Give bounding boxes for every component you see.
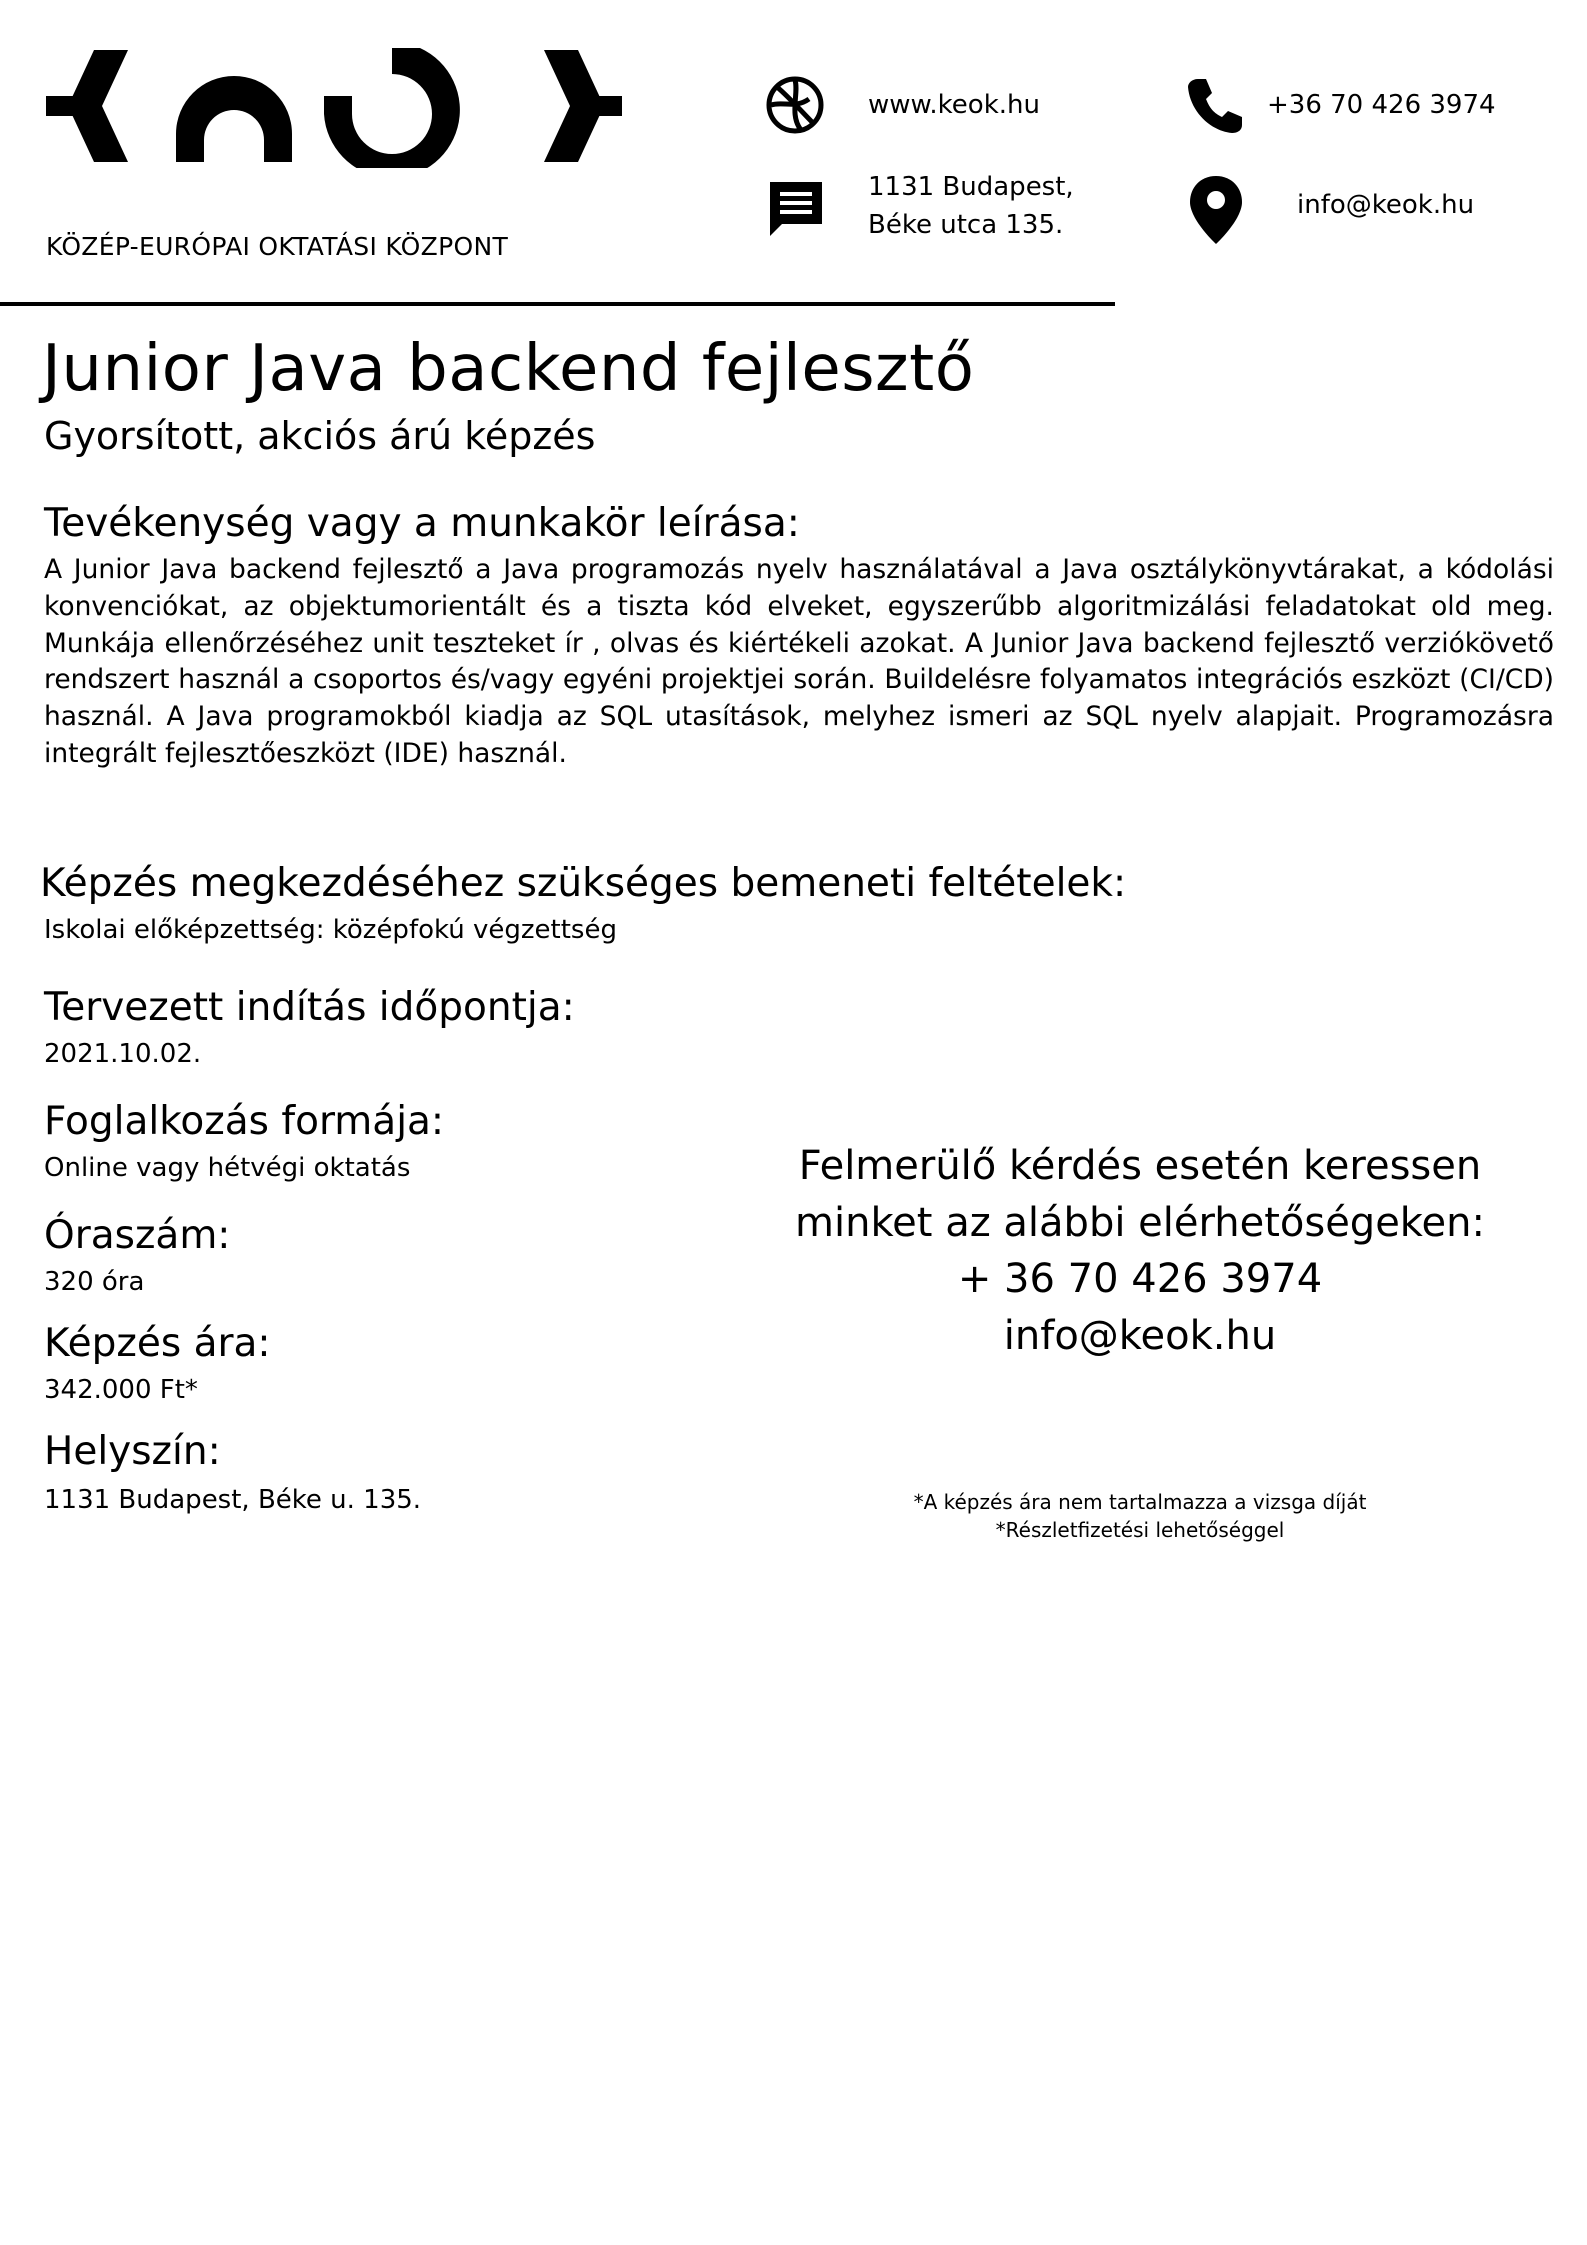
keok-logo <box>46 44 622 261</box>
contact-email[interactable]: info@keok.hu <box>1003 1312 1277 1359</box>
logo-mark-icon <box>46 44 622 168</box>
price-heading: Képzés ára: <box>44 1321 271 1366</box>
email-link[interactable]: info@keok.hu <box>1297 190 1475 220</box>
logo-tagline: KÖZÉP-EURÓPAI OKTATÁSI KÖZPONT <box>46 232 509 261</box>
requirements-text: Iskolai előképzettség: középfokú végzettség <box>44 915 617 945</box>
description-heading: Tevékenység vagy a munkakör leírása: <box>44 501 800 546</box>
start-date-text: 2021.10.02. <box>44 1039 202 1069</box>
page-title: Junior Java backend fejlesztő <box>42 332 975 406</box>
address-line2: Béke utca 135. <box>868 210 1064 240</box>
contact-line1: Felmerülő kérdés esetén keressen <box>798 1143 1482 1189</box>
start-date-heading: Tervezett indítás időpontja: <box>44 985 575 1030</box>
header-divider <box>0 302 1115 306</box>
address-line1: 1131 Budapest, <box>868 172 1074 202</box>
phone-icon <box>1184 75 1244 135</box>
contact-line2: minket az alábbi elérhetőségeken: <box>795 1199 1485 1246</box>
location-text: 1131 Budapest, Béke u. 135. <box>44 1485 422 1515</box>
phone-link[interactable]: +36 70 426 3974 <box>1267 90 1496 120</box>
contact-box <box>700 1138 1580 1364</box>
hours-text: 320 óra <box>44 1267 145 1297</box>
price-text: 342.000 Ft* <box>44 1375 198 1405</box>
message-icon <box>766 178 826 238</box>
note-exam-fee: *A képzés ára nem tartalmazza a vizsga díját <box>913 1490 1367 1514</box>
location-pin-icon <box>1186 174 1246 246</box>
location-heading: Helyszín: <box>44 1429 221 1474</box>
note-installments: *Részletfizetési lehetőséggel <box>995 1518 1285 1542</box>
requirements-heading: Képzés megkezdéséhez szükséges bemeneti feltételek: <box>40 861 1127 906</box>
description-text: A Junior Java backend fejlesztő a Java programozás nyelv használatával a Java osztálykönyvtárakat, a kódolási konvenciókat, az objektumorientált és a tiszta kód elveket, egyszerűbb algoritmizálási feladatokat old meg. Munkája ellenőrzéséhez unit teszteket ír , olvas és kiértékeli azokat. A Junior Java backend fejlesztő verziókövető rendszert használ a csoportos és/vagy egyéni projektjei során. Buildelésre folyamatos integrációs eszközt (CI/CD) használ. A Java programokból kiadja az SQL utasítások, melyhez ismeri az SQL nyelv alapjait. Programozásra integrált fejlesztőeszközt (IDE) használ. <box>44 554 1554 769</box>
footnotes <box>700 1488 1580 1544</box>
website-link[interactable]: www.keok.hu <box>868 90 1040 120</box>
format-heading: Foglalkozás formája: <box>44 1099 445 1144</box>
contact-phone[interactable]: + 36 70 426 3974 <box>957 1256 1323 1302</box>
basketball-icon <box>765 75 825 135</box>
hours-heading: Óraszám: <box>44 1213 231 1258</box>
page-subtitle: Gyorsított, akciós árú képzés <box>44 414 596 458</box>
format-text: Online vagy hétvégi oktatás <box>44 1153 411 1183</box>
